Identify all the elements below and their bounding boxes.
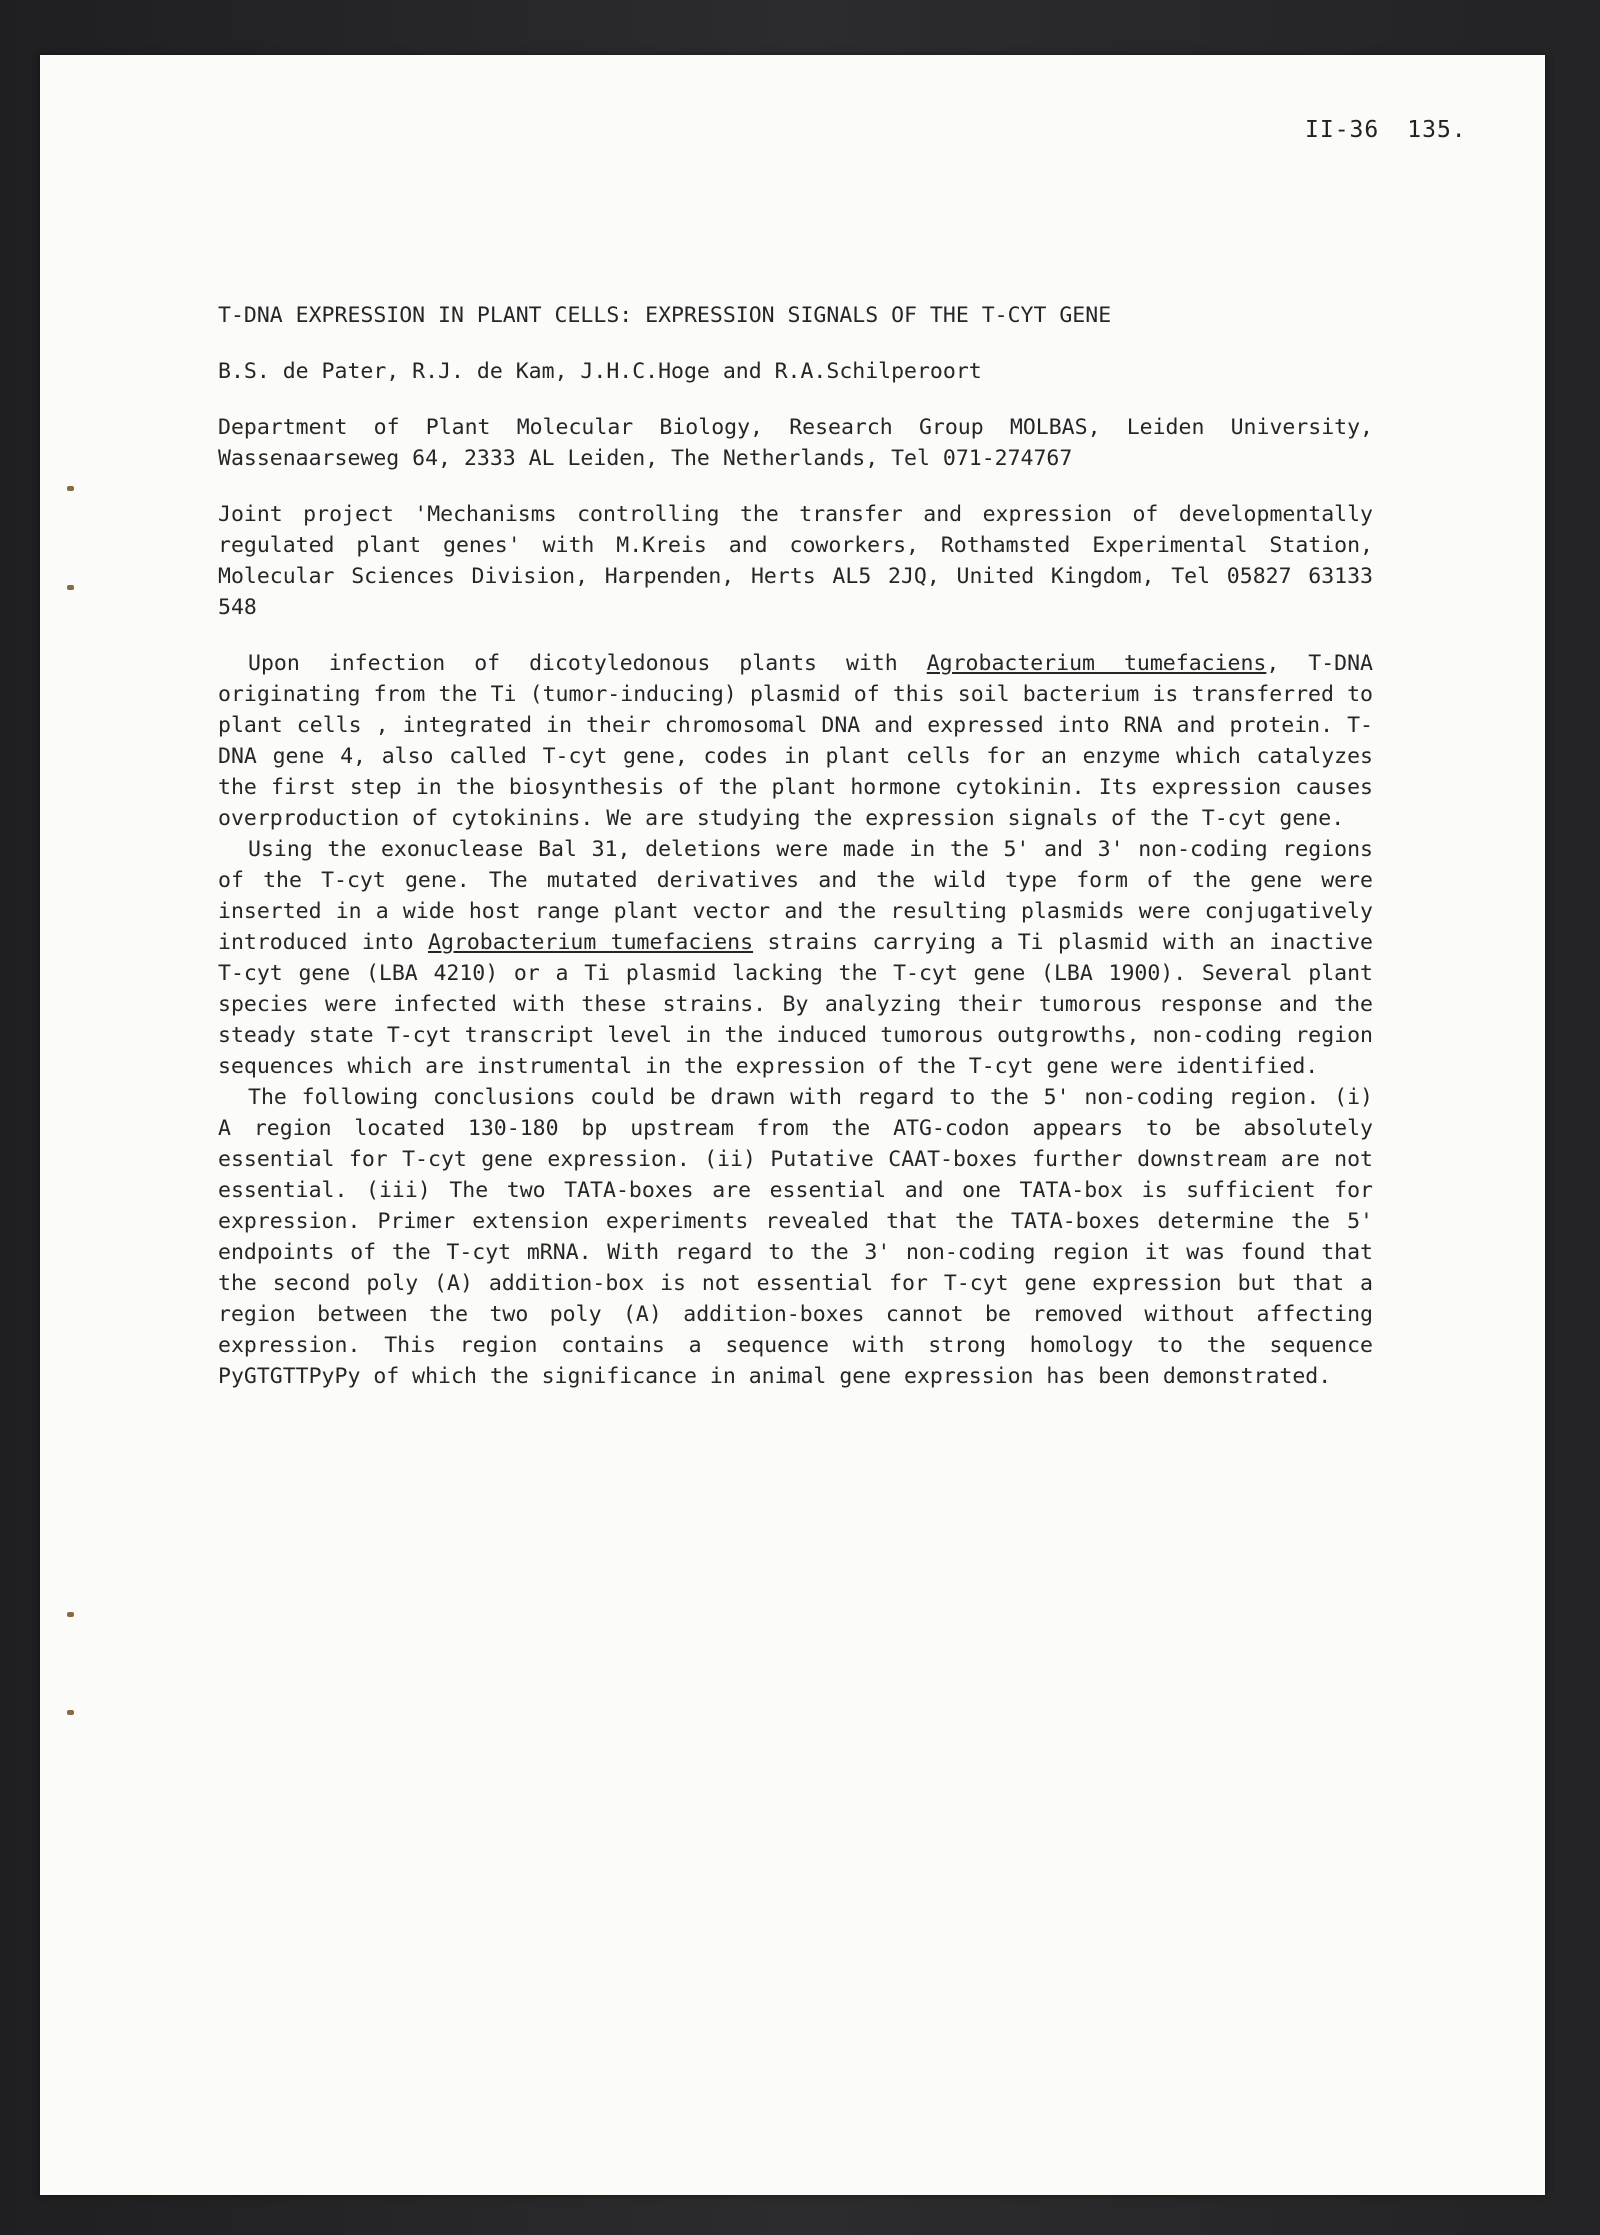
page-roman-id: II-36 xyxy=(1305,117,1380,143)
page-arabic-number: 135. xyxy=(1407,117,1467,143)
abstract-body xyxy=(218,648,1373,1392)
body-paragraph xyxy=(218,834,1373,1082)
affiliation: Department of Plant Molecular Biology, Research Group MOLBAS, Leiden University, Wassenaarseweg 64, 2333 AL Leiden, The Netherlands, Tel 071-274767 xyxy=(218,415,1373,471)
organism-name: Agrobacterium tumefaciens xyxy=(428,930,754,955)
body-paragraph xyxy=(218,648,1373,834)
paragraph-text: strains carrying a Ti plasmid with an inactive T-cyt gene (LBA 4210) or a Ti plasmid lacking the T-cyt gene (LBA 1900). Several plant species were infected with these strains. By analyzing their tumorous response and the steady state T-cyt transcript level in the induced tumorous outgrowths, non-coding region sequences which are instrumental in the expression of the T-cyt gene were identified. xyxy=(218,930,1374,1079)
joint-project: Joint project 'Mechanisms controlling the transfer and expression of developmentally regulated plant genes' with M.Kreis and coworkers, Rothamsted Experimental Station, Molecular Sciences Division, Harpenden, Herts AL5 2JQ, United Kingdom, Tel 05827 63133 548 xyxy=(218,502,1373,620)
paragraph-text: Using the exonuclease Bal 31, deletions were made in the 5' and 3' non-coding regions of the T-cyt gene. The mutated derivatives and the wild type form of the gene were inserted in a wide host range plant vector and the resulting plasmids were conjugatively introduced into xyxy=(218,837,1373,955)
organism-name: Agrobacterium tumefaciens xyxy=(926,651,1267,676)
punch-mark xyxy=(67,585,74,590)
paragraph-text: , T-DNA originating from the Ti (tumor-inducing) plasmid of this soil bacterium is transferred to plant cells , integrated in their chromosomal DNA and expressed into RNA and protein. T-DNA gene 4, also called T-cyt gene, codes in plant cells for an enzyme which catalyzes the first step in the biosynthesis of the plant hormone cytokinin. Its expression causes overproduction of cytokinins. We are studying the expression signals of the T-cyt gene. xyxy=(218,651,1374,831)
punch-mark xyxy=(67,486,74,491)
paragraph-text: Upon infection of dicotyledonous plants with xyxy=(248,651,927,676)
punch-mark xyxy=(67,1710,74,1715)
abstract-title: T-DNA EXPRESSION IN PLANT CELLS: EXPRESSION SIGNALS OF THE T-CYT GENE xyxy=(218,303,1112,328)
punch-mark xyxy=(67,1612,74,1617)
page-number xyxy=(1305,117,1467,143)
abstract xyxy=(218,300,1373,1392)
body-paragraph: The following conclusions could be drawn with regard to the 5' non-coding region. (i) A region located 130-180 bp upstream from the ATG-codon appears to be absolutely essential for T-cyt gene expression. (ii) Putative CAAT-boxes further downstream are not essential. (iii) The two TATA-boxes are essential and one TATA-box is sufficient for expression. Primer extension experiments revealed that the TATA-boxes determine the 5' endpoints of the T-cyt mRNA. With regard to the 3' non-coding region it was found that the second poly (A) addition-box is not essential for T-cyt gene expression but that a region between the two poly (A) addition-boxes cannot be removed without affecting expression. This region contains a sequence with strong homology to the sequence PyGTGTTPyPy of which the significance in animal gene expression has been demonstrated. xyxy=(218,1085,1373,1389)
author-list: B.S. de Pater, R.J. de Kam, J.H.C.Hoge and R.A.Schilperoort xyxy=(218,359,982,384)
